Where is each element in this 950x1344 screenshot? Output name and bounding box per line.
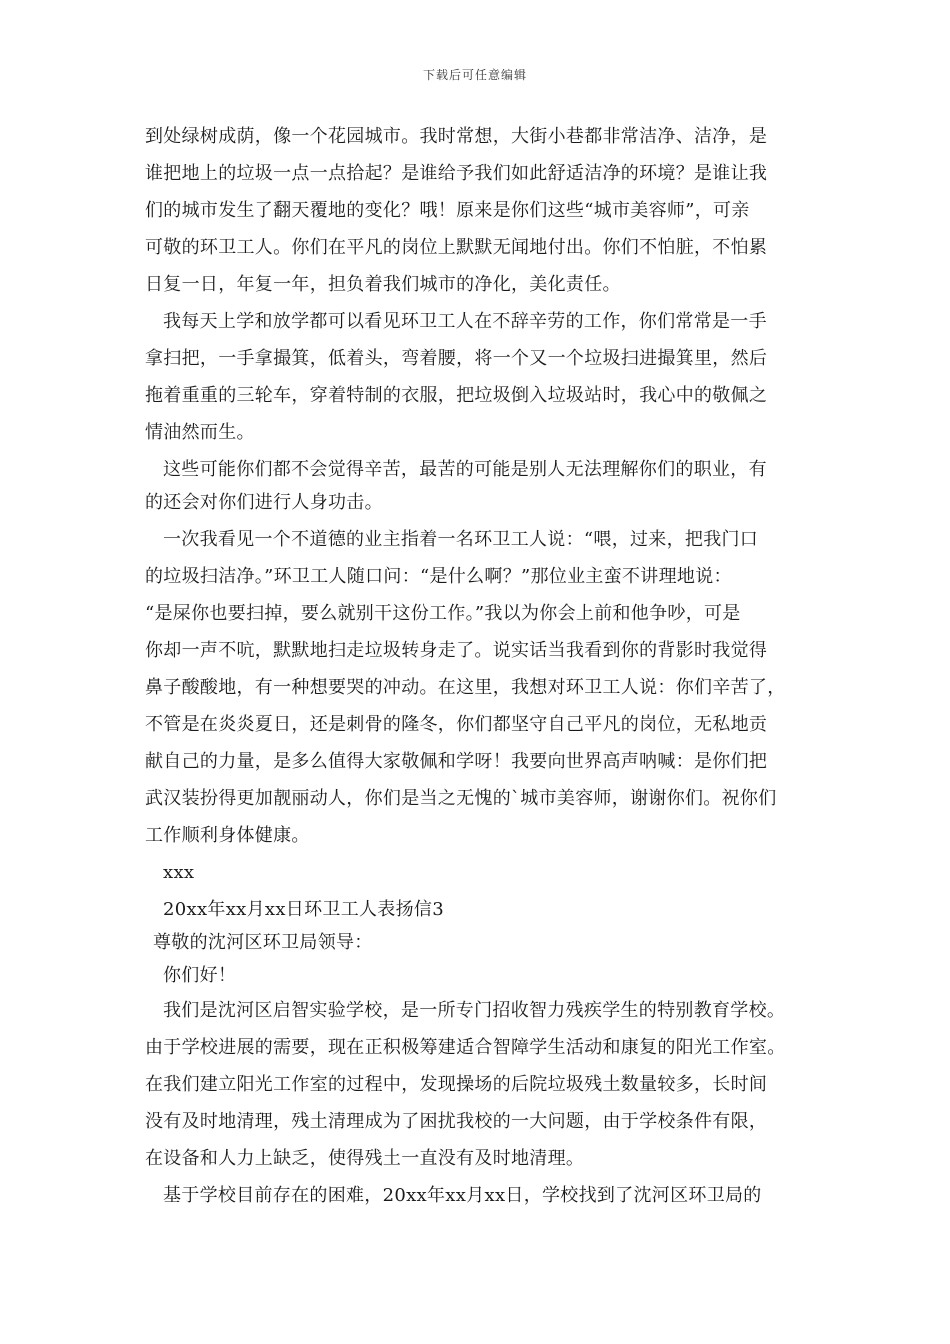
text-line: 这些可能你们都不会觉得辛苦，最苦的可能是别人无法理解你们的职业，有 (163, 459, 767, 480)
text-line: 的垃圾扫洁净。”环卫工人随口问：“是什么啊？”那位业主蛮不讲理地说： (145, 566, 732, 587)
text-line: 可敬的环卫工人。你们在平凡的岗位上默默无闻地付出。你们不怕脏，不怕累 (145, 237, 768, 258)
text-line: 一次我看见一个不道德的业主指着一名环卫工人说：“喂，过来，把我门口 (163, 529, 759, 550)
text-line: 你却一声不吭，默默地扫走垃圾转身走了。说实话当我看到你的背影时我觉得 (145, 640, 768, 661)
text-line: “是屎你也要扫掉，要么就别干这份工作。”我以为你会上前和他争吵，可是 (145, 603, 741, 624)
text-line: 到处绿树成荫，像一个花园城市。我时常想，大街小巷都非常洁净、洁净，是 (145, 126, 768, 147)
greeting: 你们好！ (163, 965, 237, 986)
text-line: 由于学校进展的需要，现在正积极筹建适合智障学生活动和康复的阳光工作室。 (145, 1037, 786, 1058)
text-line: 在设备和人力上缺乏，使得残土一直没有及时地清理。 (145, 1148, 585, 1169)
text-line: 不管是在炎炎夏日，还是刺骨的隆冬，你们都坚守自己平凡的岗位，无私地贡 (145, 714, 768, 735)
text-line: 我们是沈河区启智实验学校，是一所专门招收智力残疾学生的特别教育学校。 (163, 1000, 786, 1021)
text-line: 情油然而生。 (145, 422, 255, 443)
signature: xxx (163, 862, 195, 883)
text-line: 我每天上学和放学都可以看见环卫工人在不辞辛劳的工作，你们常常是一手 (163, 311, 767, 332)
text-line: 谁把地上的垃圾一点一点拾起？是谁给予我们如此舒适洁净的环境？是谁让我 (145, 163, 768, 184)
text-line: 工作顺利身体健康。 (145, 825, 310, 846)
page-header: 下载后可任意编辑 (422, 68, 527, 82)
text-line: 拿扫把，一手拿撮箕，低着头，弯着腰，将一个又一个垃圾扫进撮箕里，然后 (145, 348, 768, 369)
text-line: 武汉装扮得更加靓丽动人，你们是当之无愧的`城市美容师，谢谢你们。祝你们 (145, 788, 777, 809)
text-line: 没有及时地清理，残土清理成为了困扰我校的一大问题，由于学校条件有限， (145, 1111, 768, 1132)
text-line: 在我们建立阳光工作室的过程中，发现操场的后院垃圾残土数量较多，长时间 (145, 1074, 768, 1095)
text-line: 们的城市发生了翻天覆地的变化？哦！原来是你们这些“城市美容师”，可亲 (145, 200, 750, 221)
text-line: 的还会对你们进行人身功击。 (145, 492, 383, 513)
text-line: 基于学校目前存在的困难，20xx年xx月xx日，学校找到了沈河区环卫局的 (163, 1185, 762, 1206)
text-line: 日复一日，年复一年，担负着我们城市的净化，美化责任。 (145, 274, 621, 295)
text-line: 献自己的力量，是多么值得大家敬佩和学呀！我要向世界高声呐喊：是你们把 (145, 751, 768, 772)
section-title: 20xx年xx月xx日环卫工人表扬信3 (163, 899, 444, 920)
text-line: 鼻子酸酸地，有一种想要哭的冲动。在这里，我想对环卫工人说：你们辛苦了， (145, 677, 786, 698)
text-line: 拖着重重的三轮车，穿着特制的衣服，把垃圾倒入垃圾站时，我心中的敬佩之 (145, 385, 768, 406)
salutation: 尊敬的沈河区环卫局领导： (153, 932, 373, 953)
